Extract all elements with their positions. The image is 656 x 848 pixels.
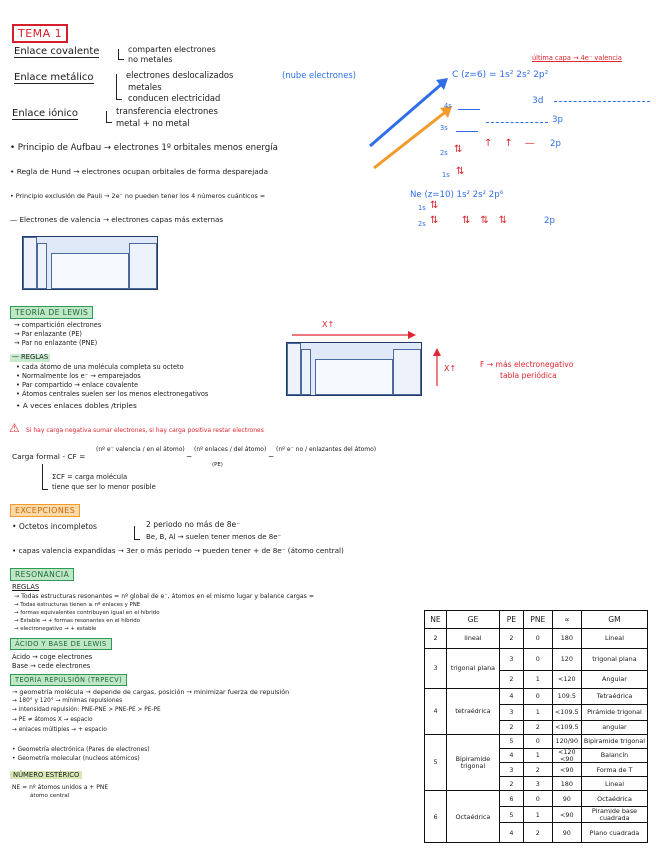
cell-pne: 2 (524, 721, 553, 735)
geometria-molecular: • Geometría molecular (nucleos atómicos) (12, 755, 140, 762)
formula-label: Carga formal - CF = (12, 452, 86, 461)
cell-gm: Octaédrica (581, 791, 647, 807)
acido-item: Ácido → coge electrones (12, 653, 93, 661)
geometria-electronica: • Geometría electrónica (Pares de electrones) (12, 746, 150, 753)
cell-angle: <90 (552, 763, 581, 777)
octetos-incompletos: • Octetos incompletos (12, 522, 98, 531)
principio-pauli: • Principio exclusión de Pauli → 2e⁻ no pueden tener los 4 números cuánticos = (10, 192, 266, 200)
orbital-2p-electrons: ↑↑— (484, 138, 547, 149)
orbital-2s-electrons: ⇅ (454, 144, 463, 155)
trepev-item-5: → enlaces múltiples → + espacio (12, 727, 107, 733)
orbital-4s-line (458, 109, 480, 110)
formula-term-b: (nº enlaces / del átomo) (194, 446, 267, 453)
th-ge: GE (447, 611, 500, 629)
orbital-3p-line (486, 122, 548, 123)
cell-ge: trigonal plana (447, 649, 500, 689)
metalico-item-2: (nube electrones) (282, 70, 357, 80)
blue-arrow-line (370, 82, 444, 146)
excepciones-header: EXCEPCIONES (10, 504, 80, 517)
arrows-svg (360, 66, 470, 176)
enlace-covalente-term: Enlace covalente (14, 46, 100, 57)
metalico-bracket (116, 74, 122, 100)
x-top-label: X↑ (322, 320, 335, 329)
table-row (425, 791, 648, 807)
cell-pne: 2 (524, 763, 553, 777)
cell-angle: 109.5 (552, 689, 581, 705)
cell-angle: 120/90 (552, 735, 581, 749)
ptable2-group-1 (287, 343, 301, 395)
table-row (425, 689, 648, 705)
neon-2s-label: 2s (418, 220, 426, 228)
covalente-item-1: comparten electrones (128, 45, 216, 54)
neon-2p-electrons: ⇅⇅⇅ (462, 215, 518, 226)
metalico-item-1: electrones deslocalizados (126, 70, 234, 80)
cell-pne: 0 (524, 791, 553, 807)
cell-gm: Bipiramide trigonal (581, 735, 647, 749)
x-side-arrow (432, 348, 442, 388)
cell-ne: 5 (425, 735, 447, 791)
formula-term-c: (nº e⁻ no / enlazantes del átomo) (276, 446, 377, 453)
cell-pne: 3 (524, 777, 553, 791)
cell-gm: Piramide base cuadrada (581, 807, 647, 823)
lewis-warning: Si hay carga negativa sumar electrones, si hay carga positiva restar electrones (26, 427, 264, 434)
cell-pe: 3 (499, 763, 523, 777)
warning-icon: ⚠ (9, 421, 20, 435)
formula-bracket (42, 464, 48, 490)
trepev-item-2: → 180° y 120° → mínimas repulsiones (12, 698, 123, 704)
cell-gm: Forma de T (581, 763, 647, 777)
formula-term-b-sub: (PE) (212, 462, 223, 468)
page-title: TEMA 1 (12, 24, 68, 43)
ionico-item-1: transferencia electrones (116, 106, 218, 116)
cell-ge: tetraédrica (447, 689, 500, 735)
formula-note-2: tiene que ser lo menor posible (52, 483, 156, 491)
periodic-table-sketch-2 (286, 342, 422, 396)
cell-pne: 2 (524, 823, 553, 843)
resonancia-regla-5: → electronegativo → + estable (14, 626, 97, 632)
ptable-transition (51, 253, 129, 289)
f-note: F → más electronegativo (480, 360, 574, 369)
enlace-ionico-term: Enlace iónico (12, 108, 79, 119)
x-side-label: X↑ (444, 364, 457, 373)
cell-pne: 0 (524, 689, 553, 705)
trepev-item-3: → intensidad repulsión: PNE-PNE > PNE-PE > PE-PE (12, 707, 161, 713)
cell-angle: <120 <90 (552, 749, 581, 763)
lewis-header: TEORÍA DE LEWIS (10, 306, 93, 319)
cell-angle: <109.5 (552, 721, 581, 735)
trepev-item-1: → geometría molécula → depende de cargas, posición → minimizar fuerza de repulsión (12, 688, 290, 696)
lewis-regla-5: • A veces enlaces dobles /triples (16, 401, 137, 410)
cell-pe: 2 (499, 671, 523, 689)
covalente-bracket (118, 49, 124, 60)
cell-pe: 6 (499, 791, 523, 807)
ionico-item-2: metal + no metal (116, 118, 190, 128)
neon-1s-label: 1s (418, 204, 426, 212)
ultima-capa-note: última capa → 4e⁻ valencia (532, 54, 622, 62)
excepciones-bracket (134, 526, 140, 540)
cell-angle: 120 (552, 649, 581, 671)
cell-pe: 2 (499, 721, 523, 735)
geometry-table (424, 610, 648, 843)
principio-aufbau: • Principio de Aufbau → electrones 1º orbitales menos energía (10, 143, 278, 153)
resonancia-regla-1: → Todas estructuras resonantes = nº global de e⁻, átomos en el mismo lugar y balance cargas = (14, 593, 315, 600)
table-row (425, 735, 648, 749)
ptable2-transition (315, 359, 393, 395)
table-header-row (425, 611, 648, 629)
orbital-3s-label: 3s (440, 124, 448, 132)
orbital-4s-label: 4s (444, 102, 452, 110)
periodic-table-sketch-1 (22, 236, 158, 290)
cell-pne: 1 (524, 749, 553, 763)
numero-esterico-formula: NE = nº átomos unidos a + PNE (12, 784, 109, 791)
orbital-1s-electrons: ⇅ (456, 166, 465, 177)
cell-pe: 5 (499, 807, 523, 823)
cell-ge: Octaédrica (447, 791, 500, 843)
table-row (425, 649, 648, 671)
orbital-2p-label: 2p (550, 139, 561, 149)
lewis-item-1: → compartición electrones (14, 321, 102, 329)
lewis-item-2: → Par enlazante (PE) (14, 330, 82, 338)
cell-pe: 3 (499, 705, 523, 721)
lewis-regla-3: • Par compartido → enlace covalente (16, 381, 139, 389)
cell-pe: 2 (499, 629, 523, 649)
cell-ge: Bipiramide trigonal (447, 735, 500, 791)
cell-pe: 2 (499, 777, 523, 791)
orbital-1s-label: 1s (442, 171, 450, 179)
resonancia-regla-3: → formas equivalentes contribuyen igual en el híbrido (14, 610, 160, 616)
cell-pe: 5 (499, 735, 523, 749)
cell-ge: lineal (447, 629, 500, 649)
cell-gm: Angular (581, 671, 647, 689)
regla-hund: • Regla de Hund → electrones ocupan orbitales de forma desparejada (10, 167, 268, 176)
cell-angle: <109.5 (552, 705, 581, 721)
formula-minus-2: − (268, 452, 275, 461)
cell-angle: 90 (552, 823, 581, 843)
formula-note-1: ΣCF = carga molécula (52, 473, 128, 481)
cell-pne: 0 (524, 629, 553, 649)
orbital-3p-label: 3p (552, 115, 563, 125)
cell-ne: 3 (425, 649, 447, 689)
cell-gm: trigonal plana (581, 649, 647, 671)
cell-gm: Tetraédrica (581, 689, 647, 705)
metalico-item-4: conducen electricidad (128, 93, 221, 103)
cell-ne: 6 (425, 791, 447, 843)
th-pe: PE (499, 611, 523, 629)
cell-angle: 90 (552, 791, 581, 807)
lewis-regla-4: • Átomos centrales suelen ser los menos electronegativos (16, 390, 209, 398)
cell-gm: Lineal (581, 629, 647, 649)
trepev-header: TEORÍA REPULSIÓN (TRPECV) (10, 674, 127, 686)
orbital-3d-label: 3d (532, 96, 544, 106)
cell-pne: 1 (524, 807, 553, 823)
orange-arrow-line (374, 110, 448, 168)
resonancia-header: RESONANCIA (10, 568, 74, 581)
electrones-valencia: — Electrones de valencia → electrones capas más externas (10, 215, 224, 224)
ptable2-p-block (393, 349, 421, 395)
ionico-bracket (106, 111, 112, 123)
numero-esterico-header: NÚMERO ESTÉRICO (10, 771, 82, 779)
cell-gm: Balancín (581, 749, 647, 763)
cell-pne: 0 (524, 649, 553, 671)
neon-2p-label: 2p (544, 216, 555, 226)
cell-ne: 4 (425, 689, 447, 735)
lewis-item-3: → Par no enlazante (PNE) (14, 339, 98, 347)
enlace-metalico-term: Enlace metálico (14, 72, 94, 83)
cell-pe: 4 (499, 689, 523, 705)
cell-pne: 1 (524, 671, 553, 689)
ptable-p-block (129, 243, 157, 289)
cell-angle: <90 (552, 807, 581, 823)
trepev-item-4: → PE ≠ átomos X → espacio (12, 717, 93, 723)
neon-config: Ne (z=10) 1s² 2s² 2p⁶ (410, 190, 504, 200)
cell-gm: Lineal (581, 777, 647, 791)
orbital-2s-label: 2s (440, 149, 448, 157)
formula-minus-1: − (186, 452, 193, 461)
th-pne: PNE (524, 611, 553, 629)
cell-gm: Pirámide trigonal (581, 705, 647, 721)
orbital-3s-line (456, 131, 478, 132)
capas-expandidas: • capas valencia expandidas → 3er o más periodo → pueden tener + de 8e⁻ (átomo central) (12, 546, 344, 555)
cell-angle: 180 (552, 777, 581, 791)
table-row (425, 629, 648, 649)
lewis-reglas-label: — REGLAS (12, 353, 49, 361)
x-top-arrow (290, 330, 420, 340)
cell-gm: angular (581, 721, 647, 735)
covalente-item-2: no metales (128, 55, 173, 64)
cell-angle: 180 (552, 629, 581, 649)
neon-1s-electrons: ⇅ (430, 200, 439, 211)
resonancia-regla-2: → Todas estructuras tienen ≥ nº enlaces y PNE (14, 602, 141, 608)
orbital-3d-line (554, 101, 650, 102)
neon-2s-electrons: ⇅ (430, 215, 439, 226)
lewis-regla-2: • Normalmente los e⁻ → emparejados (16, 372, 141, 380)
metalico-item-3: metales (128, 82, 162, 92)
ptable-group-1 (23, 237, 37, 289)
cell-pe: 4 (499, 749, 523, 763)
carbono-config: C (z=6) = 1s² 2s² 2p² (452, 70, 549, 80)
excepcion-item-2: Be, B, Al → suelen tener menos de 8e⁻ (146, 533, 282, 541)
formula-term-a: (nº e⁻ valencia / en el átomo) (96, 446, 185, 453)
resonancia-regla-4: → Estable → + formas resonantes en el híbrido (14, 618, 141, 624)
cell-gm: Plano cuadrada (581, 823, 647, 843)
excepcion-item-1: 2 periodo no más de 8e⁻ (146, 520, 241, 529)
th-gm: GM (581, 611, 647, 629)
cell-ne: 2 (425, 629, 447, 649)
cell-pne: 1 (524, 705, 553, 721)
cell-angle: <120 (552, 671, 581, 689)
cell-pne: 0 (524, 735, 553, 749)
cell-pe: 3 (499, 649, 523, 671)
cell-pe: 4 (499, 823, 523, 843)
ptable-group-2 (37, 243, 47, 289)
th-angle: ∝ (552, 611, 581, 629)
ptable2-group-2 (301, 349, 311, 395)
lewis-regla-1: • cada átomo de una molécula completa su octeto (16, 363, 184, 371)
resonancia-reglas-label: REGLAS (12, 583, 40, 591)
f-note-2: tabla periódica (500, 371, 557, 380)
th-ne: NE (425, 611, 447, 629)
base-item: Base → cede electrones (12, 662, 91, 670)
acidobase-header: ÁCIDO Y BASE DE LEWIS (10, 638, 112, 650)
numero-esterico-formula-2: átomo central (30, 793, 70, 799)
